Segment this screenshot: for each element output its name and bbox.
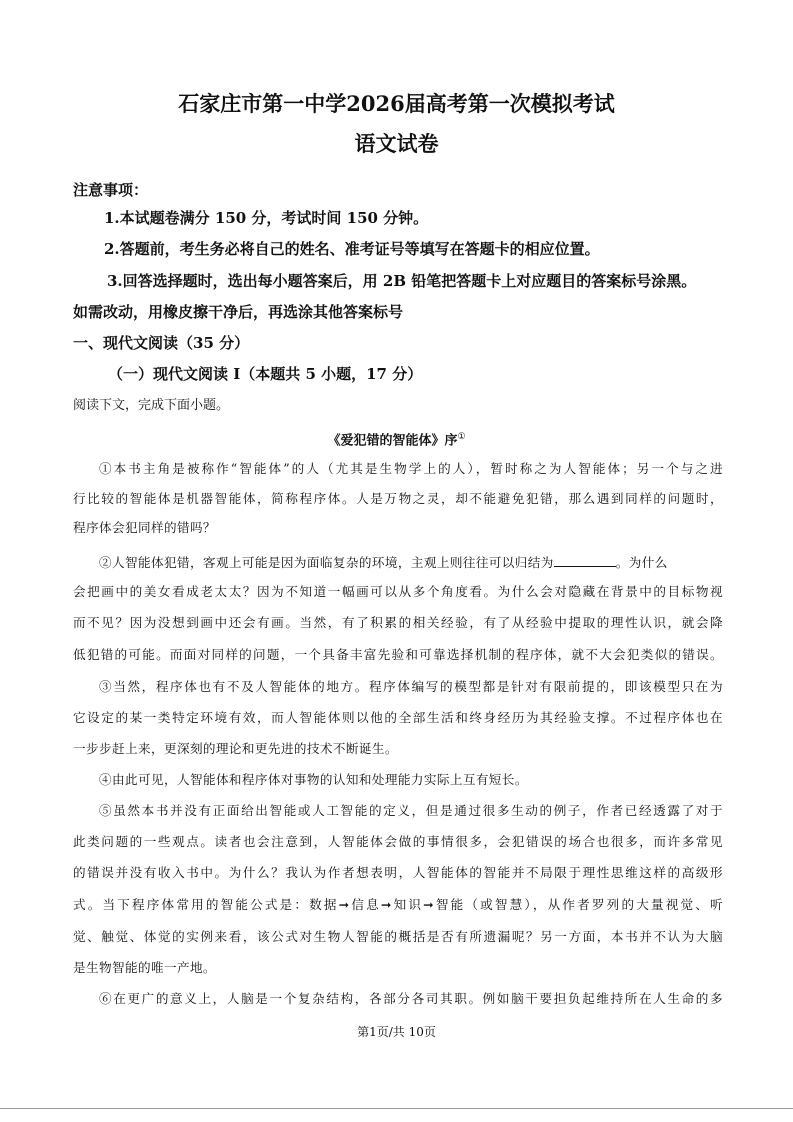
article-title	[0, 428, 793, 450]
paragraph-line-with-blank	[99, 552, 723, 572]
paragraph-line: 的错误并没有收入书中。为什么？我认为作者想表明，人智能体的智能并不局限于理性思维这样的高级形	[73, 865, 723, 880]
page-divider	[0, 1108, 793, 1109]
paragraph-line: 此类问题的一些观点。读者也会注意到，人智能体会做的事情很多，会犯错误的场合也很多，而许多常见	[73, 834, 723, 849]
paragraph-line: 觉、触觉、体觉的实例来看，该公式对生物人智能的概括是否有所遗漏呢？另一方面，本书并不认为大脑	[73, 929, 723, 944]
paragraph-line: 会把画中的美女看成老太太？因为不知道一幅画可以从多个角度看。为什么会对隐藏在背景中的目标物视	[73, 584, 723, 599]
paragraph-line: 式。当下程序体常用的智能公式是：数据➞信息➞知识➞智能（或智慧），从作者罗列的大量视觉、听	[73, 897, 723, 912]
note-item-3-cont: 如需改动，用橡皮擦干净后，再选涂其他答案标号	[73, 303, 404, 321]
note-item-2: 2.答题前，考生务必将自己的姓名、准考证号等填写在答题卡的相应位置。	[104, 240, 600, 258]
paragraph-line: 程序体会犯同样的错吗？	[73, 520, 216, 535]
exam-subtitle: 语文试卷	[354, 131, 439, 156]
paragraph-line: 一步步赶上来，更深刻的理论和更先进的技术不断诞生。	[73, 741, 398, 756]
paragraph-line: ③当然，程序体也有不及人智能体的地方。程序体编写的模型都是针对有限前提的，即该模型只在为	[99, 679, 723, 694]
paragraph-text: ②人智能体犯错，客观上可能是因为面临复杂的环境，主观上则往往可以归结为	[99, 555, 554, 570]
section-title: 一、现代文阅读（35 分）	[73, 334, 250, 352]
exam-title: 石家庄市第一中学2026届高考第一次模拟考试	[178, 91, 615, 116]
paragraph-line: 行比较的智能体是机器智能体，简称程序体。人是万物之灵，却不能避免犯错，那么遇到同样的问题时，	[73, 491, 723, 506]
paragraph-line: ①本书主角是被称作“智能体”的人（尤其是生物学上的人），暂时称之为人智能体；另一个与之进	[99, 461, 723, 476]
answer-blank[interactable]	[554, 552, 616, 567]
paragraph-line: 低犯错的可能。而面对同样的问题，一个具备丰富先验和可靠选择机制的程序体，就不大会犯类似的错误。	[73, 647, 723, 662]
section-subtitle: （一）现代文阅读 I（本题共 5 小题，17 分）	[108, 365, 423, 383]
reading-instruction: 阅读下文，完成下面小题。	[73, 398, 230, 413]
notes-heading: 注意事项：	[73, 181, 149, 199]
paragraph-line: 它设定的某一类特定环境有效，而人智能体则以他的全部生活和终身经历为其经验支撑。不过程序体也在	[73, 710, 723, 725]
paragraph-line: ⑤虽然本书并没有正面给出智能或人工智能的定义，但是通过很多生动的例子，作者已经透露了对于	[99, 803, 723, 818]
paragraph-line: ⑥在更广的意义上，人脑是一个复杂结构，各部分各司其职。例如脑干要担负起维持所在人生命的多	[99, 991, 723, 1006]
paragraph-line: 是生物智能的唯一产地。	[73, 960, 216, 975]
footnote-marker: ①	[457, 432, 466, 442]
note-item-3: 3.回答选择题时，选出每小题答案后，用 2B 铅笔把答题卡上对应题目的答案标号涂黑。	[107, 272, 697, 290]
page-number: 第1页/共 10页	[357, 1025, 436, 1039]
paragraph-line: 而不见？因为没想到画中还会有画。当然，有了积累的相关经验，有了从经验中提取的理性认识，就会降	[73, 615, 723, 630]
article-title-text: 《爱犯错的智能体》序	[327, 433, 458, 449]
note-item-1: 1.本试题卷满分 150 分，考试时间 150 分钟。	[104, 209, 429, 227]
paragraph-line: ④由此可见，人智能体和程序体对事物的认知和处理能力实际上互有短长。	[99, 772, 528, 787]
paragraph-text: 。为什么	[615, 555, 668, 570]
